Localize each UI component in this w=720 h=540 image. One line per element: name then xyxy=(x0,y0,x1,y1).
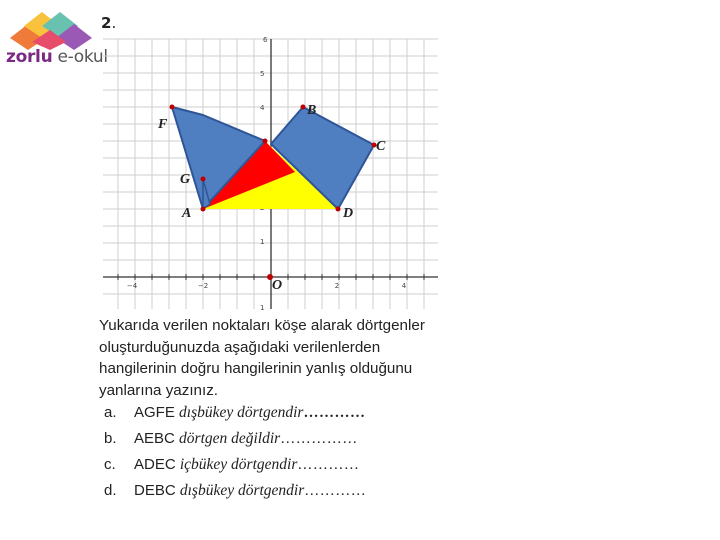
logo-text xyxy=(6,47,108,67)
graph-canvas xyxy=(98,34,443,312)
label-o: O xyxy=(272,278,283,293)
point-d xyxy=(336,207,341,212)
question-text: Yukarıda verilen noktaları köşe alarak dörtgenler oluşturduğunuzda aşağıdaki verilenlerden hangilerinin doğru hangilerinin yanlış olduğunu yanlarına yazınız. xyxy=(99,317,425,399)
label-g: G xyxy=(180,172,191,187)
list-item xyxy=(104,428,366,454)
label-a: A xyxy=(182,206,192,221)
y-tick-label: 1 xyxy=(260,304,265,312)
y-tick-label: 5 xyxy=(260,70,265,78)
item-letter: d. xyxy=(104,482,117,499)
y-tick-label: 1 xyxy=(260,238,265,246)
question-number-suffix: . xyxy=(111,14,117,32)
item-letter: a. xyxy=(104,404,117,421)
label-c: C xyxy=(376,139,386,154)
logo-suffix: e-okul xyxy=(57,47,108,67)
point-b xyxy=(301,105,306,110)
label-b: B xyxy=(307,103,317,118)
item-blank: …………… xyxy=(280,431,358,447)
item-desc: dörtgen değildir xyxy=(179,430,281,447)
item-desc: dışbükey dörtgendir xyxy=(179,404,304,421)
point-g xyxy=(201,177,206,182)
list-item xyxy=(104,480,366,506)
item-blank: ………… xyxy=(304,483,367,499)
x-tick-label: −4 xyxy=(126,282,138,290)
point-e xyxy=(263,139,268,144)
item-letter: c. xyxy=(104,456,116,473)
coordinate-graph xyxy=(98,34,443,312)
logo-brand: zorlu xyxy=(6,47,53,67)
x-tick-label: 4 xyxy=(401,282,407,290)
item-name: DEBC xyxy=(134,482,176,499)
question-number xyxy=(101,14,116,32)
item-name: AGFE xyxy=(134,404,175,421)
list-item xyxy=(104,454,366,480)
x-tick-label: 2 xyxy=(334,282,340,290)
item-desc: dışbükey dörtgendir xyxy=(179,482,305,499)
item-name: AEBC xyxy=(134,430,175,447)
item-desc: içbükey dörtgendir xyxy=(179,456,298,473)
y-tick-label: 4 xyxy=(260,104,265,112)
answer-items xyxy=(104,402,366,506)
item-name: ADEC xyxy=(134,456,176,473)
point-f xyxy=(170,105,175,110)
zorlu-eokul-logo xyxy=(2,4,108,67)
y-tick-label: 6 xyxy=(263,36,268,44)
logo-cubes-icon xyxy=(2,4,94,50)
list-item xyxy=(104,402,366,428)
item-letter: b. xyxy=(104,430,117,447)
label-d: D xyxy=(343,206,354,221)
label-f: F xyxy=(158,117,168,132)
item-blank: ………… xyxy=(303,405,366,421)
x-tick-label: −2 xyxy=(197,282,209,290)
item-blank: ………… xyxy=(297,457,360,473)
question-number-value: 2 xyxy=(101,14,112,32)
point-a xyxy=(201,207,206,212)
